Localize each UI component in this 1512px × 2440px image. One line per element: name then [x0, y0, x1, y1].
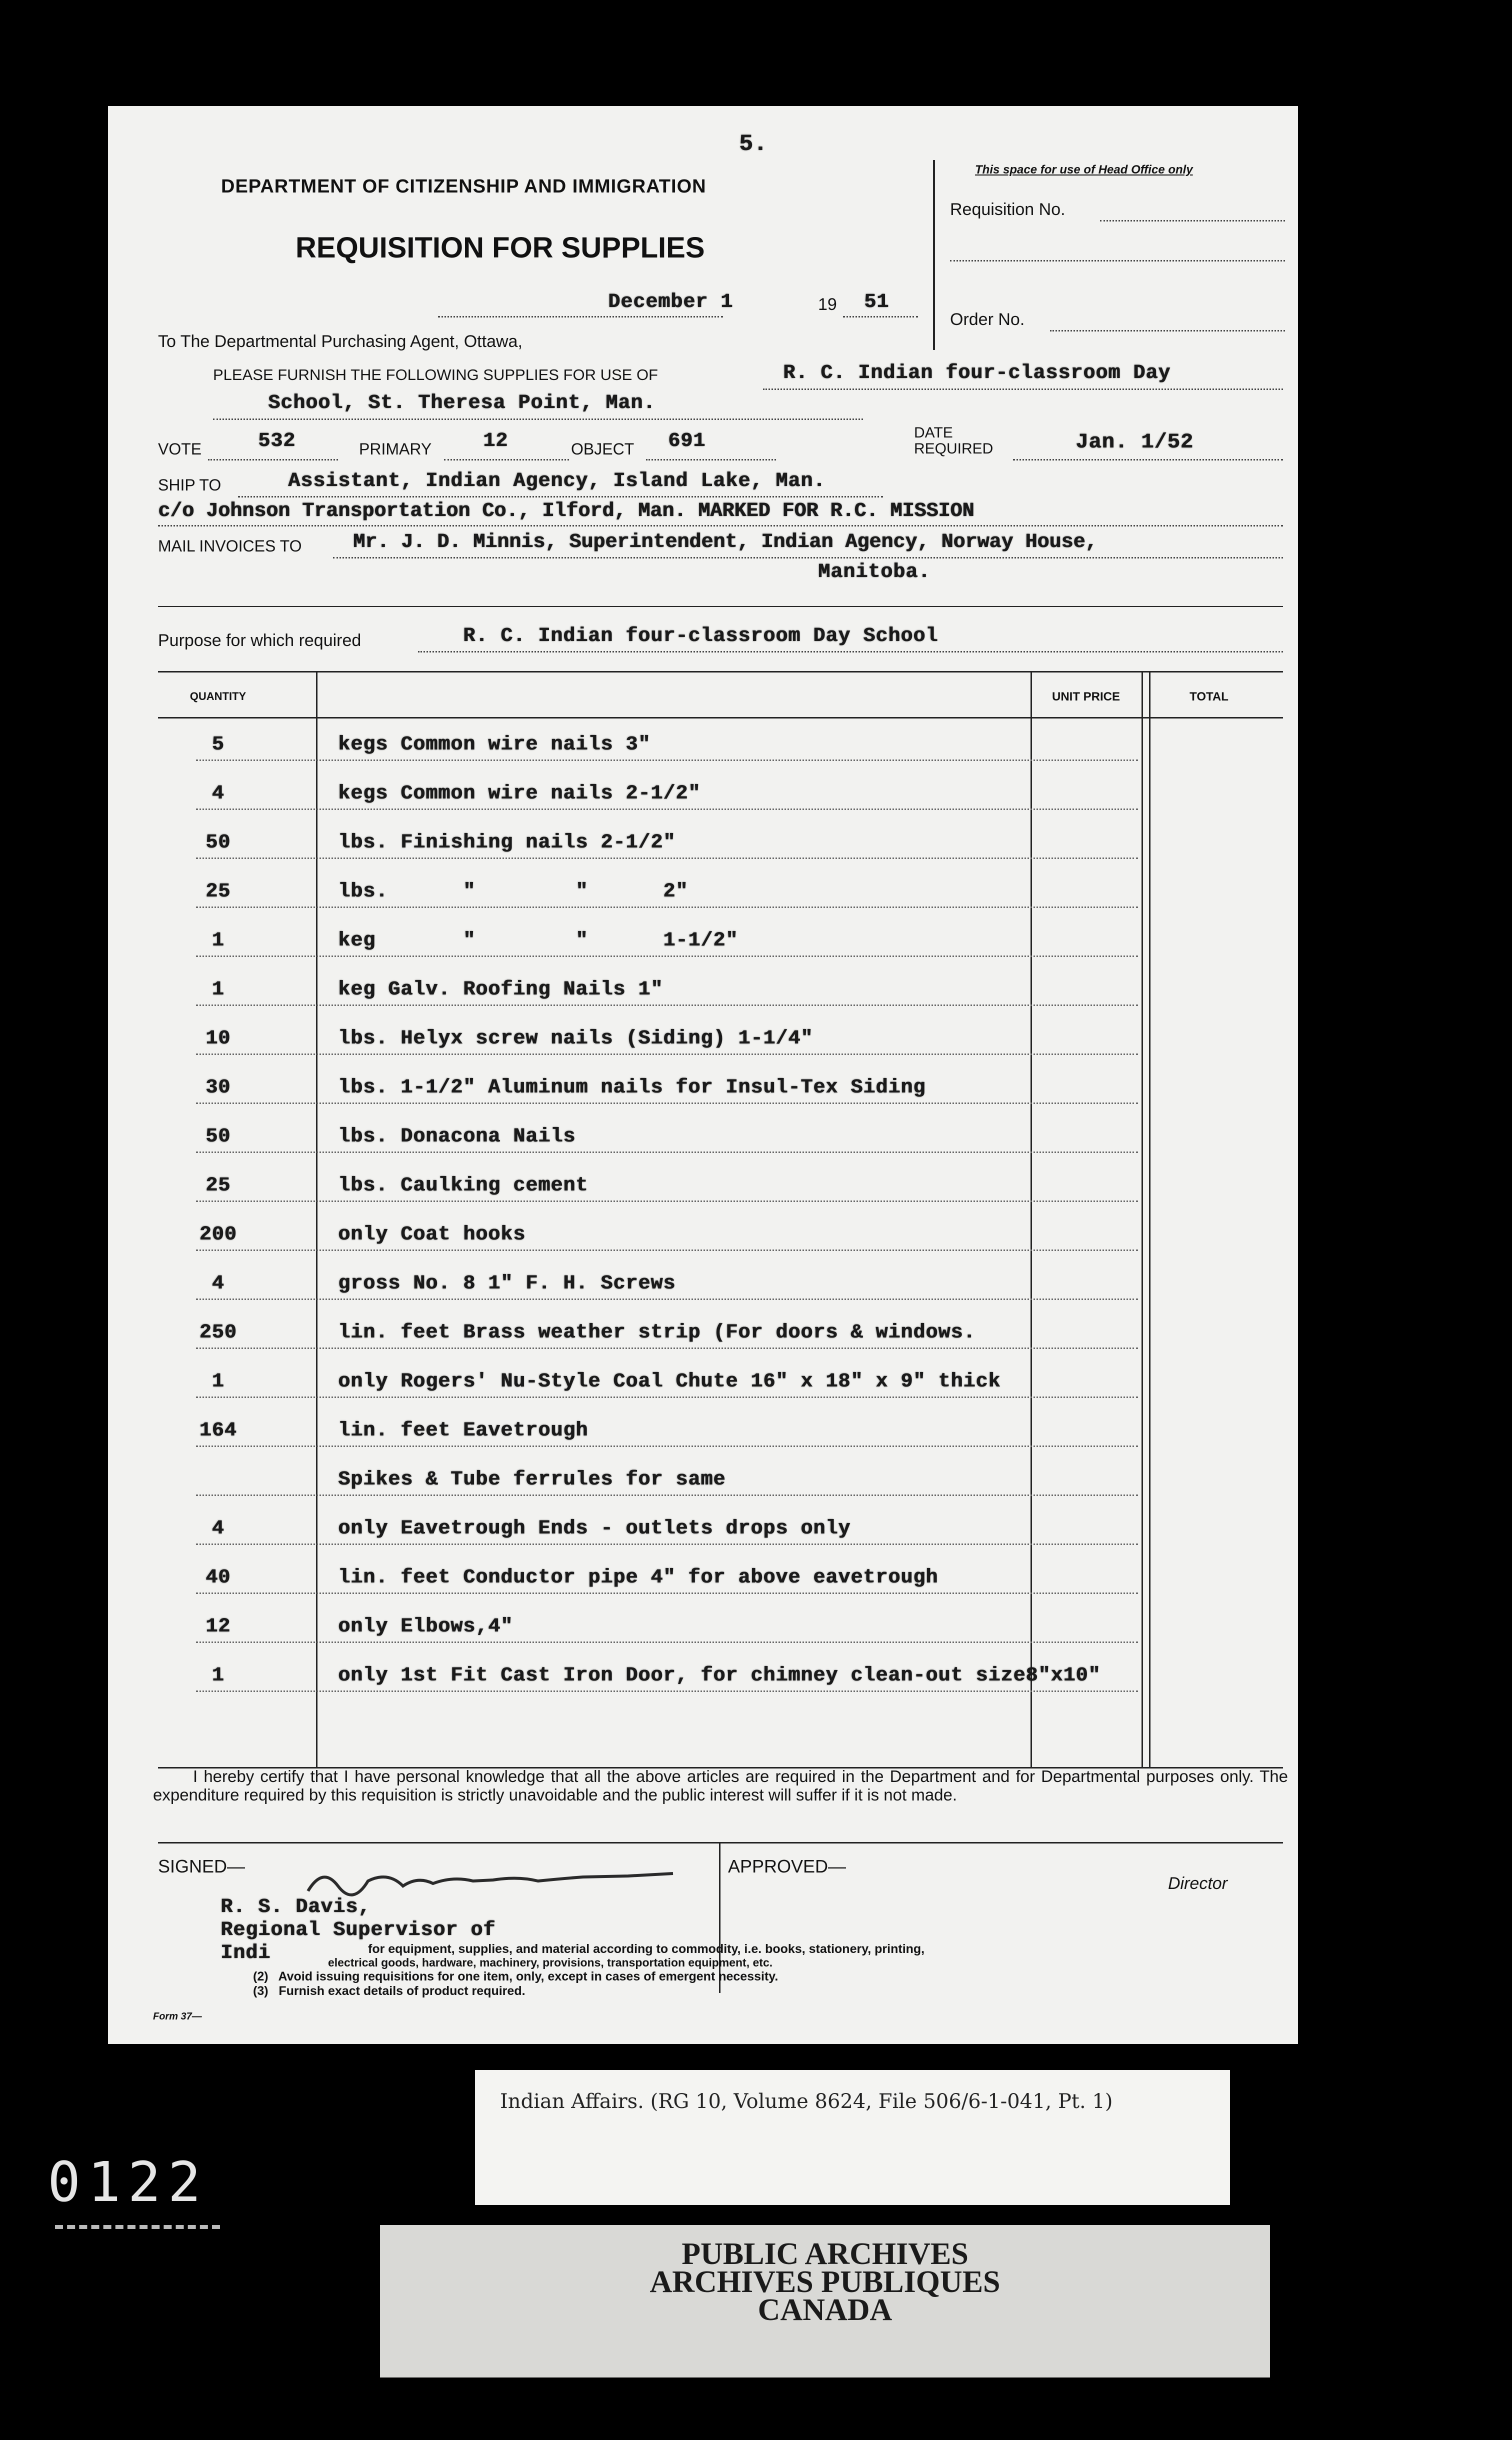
- frame-number: 0122: [48, 2150, 208, 2214]
- row-rule: [196, 1690, 1138, 1692]
- row-rule: [196, 1250, 1138, 1251]
- date-required-label-line1: DATE: [914, 424, 953, 441]
- stamp-line-3: CANADA: [758, 2293, 892, 2327]
- row-rule: [196, 760, 1138, 761]
- quantity-header: QUANTITY: [190, 690, 246, 702]
- row-description: lbs. " " 2": [338, 880, 688, 903]
- form-title: REQUISITION FOR SUPPLIES: [296, 232, 705, 264]
- archive-reference-card: [475, 2070, 1230, 2205]
- row-description: keg Galv. Roofing Nails 1": [338, 978, 664, 1001]
- purpose-value: R. C. Indian four-classroom Day School: [463, 625, 938, 648]
- row-description: only Rogers' Nu-Style Coal Chute 16" x 18" x 9" thick: [338, 1370, 1001, 1393]
- primary-value: 12: [483, 430, 508, 452]
- row-description: lbs. Caulking cement: [338, 1174, 588, 1197]
- row-quantity: 30: [205, 1076, 230, 1099]
- handwritten-signature: [303, 1856, 683, 1901]
- furnish-value-line2: School, St. Theresa Point, Man.: [268, 392, 656, 414]
- row-rule: [196, 1348, 1138, 1349]
- row-rule: [196, 1298, 1138, 1300]
- row-description: kegs Common wire nails 3": [338, 734, 651, 756]
- vote-label: VOTE: [158, 440, 202, 458]
- row-quantity: 25: [205, 1174, 230, 1197]
- row-rule: [196, 858, 1138, 859]
- row-quantity: 164: [199, 1420, 237, 1442]
- head-office-box: [933, 160, 1285, 350]
- object-value: 691: [668, 430, 706, 452]
- row-rule: [196, 1102, 1138, 1104]
- ship-to-label: SHIP TO: [158, 476, 222, 494]
- stamp-line-1: PUBLIC ARCHIVES: [682, 2237, 968, 2271]
- primary-label: PRIMARY: [359, 440, 432, 458]
- date-century: 19: [818, 295, 837, 314]
- mail-invoices-label: MAIL INVOICES TO: [158, 537, 302, 555]
- archive-citation: Indian Affairs. (RG 10, Volume 8624, File 506/6-1-041, Pt. 1): [500, 2090, 1113, 2113]
- row-rule: [196, 956, 1138, 957]
- row-quantity: 12: [205, 1616, 230, 1638]
- date-year: 51: [864, 291, 890, 314]
- row-rule: [196, 1494, 1138, 1496]
- form-number: Form 37—: [153, 2011, 202, 2022]
- signer-title-line1: Regional Supervisor of: [220, 1919, 496, 1942]
- purpose-label: Purpose for which required: [158, 631, 362, 650]
- film-sprocket-marks: [55, 2225, 220, 2239]
- total-header: TOTAL: [1190, 690, 1228, 704]
- note-3: (3) Furnish exact details of product required.: [253, 1984, 526, 1998]
- row-rule: [196, 1642, 1138, 1643]
- date-required-value: Jan. 1/52: [1076, 430, 1194, 454]
- note-1-line2: electrical goods, hardware, machinery, provisions, transportation equipment, etc.: [328, 1956, 773, 1969]
- row-rule: [196, 1054, 1138, 1055]
- row-quantity: 50: [205, 1126, 230, 1148]
- row-rule: [196, 1446, 1138, 1447]
- note-2: (2) Avoid issuing requisitions for one item, only, except in cases of emergent necessity.: [253, 1970, 778, 1984]
- head-office-caption: This space for use of Head Office only: [975, 163, 1193, 176]
- row-quantity: 10: [205, 1028, 230, 1050]
- requisition-number-label: Requisition No.: [950, 200, 1066, 219]
- row-description: only Coat hooks: [338, 1224, 526, 1246]
- row-description: keg " " 1-1/2": [338, 930, 738, 952]
- row-rule: [196, 1592, 1138, 1594]
- date-required-label: [914, 425, 993, 457]
- row-description: gross No. 8 1" F. H. Screws: [338, 1272, 676, 1295]
- furnish-label: PLEASE FURNISH THE FOLLOWING SUPPLIES FOR USE OF: [213, 366, 658, 384]
- ship-to-line2: c/o Johnson Transportation Co., Ilford, Man. MARKED FOR R.C. MISSION: [158, 500, 974, 522]
- row-description: only 1st Fit Cast Iron Door, for chimney clean-out size8"x10": [338, 1664, 1101, 1687]
- object-label: OBJECT: [571, 440, 634, 458]
- row-quantity: 1: [212, 1664, 224, 1687]
- row-quantity: 50: [205, 832, 230, 854]
- certification-text: I hereby certify that I have personal knowledge that all the above articles are required in the Department and for Departmental purposes only. The expenditure required by this requisition is strictly unavoidable and the public interest will suffer if it is not made.: [153, 1767, 1288, 1804]
- row-description: lin. feet Brass weather strip (For doors & windows.: [338, 1322, 976, 1344]
- row-description: only Eavetrough Ends - outlets drops only: [338, 1518, 851, 1540]
- row-description: lin. feet Eavetrough: [338, 1420, 588, 1442]
- mail-invoices-line2: Manitoba.: [818, 561, 931, 584]
- order-number-label: Order No.: [950, 310, 1025, 329]
- vote-value: 532: [258, 430, 296, 452]
- date-month-day: December 1: [608, 291, 734, 314]
- row-rule: [196, 906, 1138, 908]
- page-number: 5.: [739, 131, 768, 157]
- unit-price-header: UNIT PRICE: [1052, 690, 1120, 704]
- row-description: lbs. 1-1/2" Aluminum nails for Insul-Tex Siding: [338, 1076, 926, 1099]
- row-rule: [196, 1152, 1138, 1153]
- department-name: DEPARTMENT OF CITIZENSHIP AND IMMIGRATION: [221, 176, 706, 197]
- note-1-line1: for equipment, supplies, and material according to commodity, i.e. books, stationery, printing,: [368, 1942, 925, 1956]
- row-quantity: 4: [212, 782, 224, 805]
- row-description: lbs. Finishing nails 2-1/2": [338, 832, 676, 854]
- row-quantity: 25: [205, 880, 230, 903]
- ship-to-line1: Assistant, Indian Agency, Island Lake, Man.: [288, 470, 826, 492]
- requisition-form-sheet: [108, 106, 1298, 2044]
- row-quantity: 1: [212, 1370, 224, 1393]
- approved-label: APPROVED—: [728, 1856, 846, 1876]
- row-description: only Elbows,4": [338, 1616, 514, 1638]
- signer-title-line2: Indi: [220, 1942, 271, 1964]
- row-description: kegs Common wire nails 2-1/2": [338, 782, 701, 805]
- row-description: lbs. Donacona Nails: [338, 1126, 576, 1148]
- row-rule: [196, 1004, 1138, 1006]
- row-rule: [196, 1396, 1138, 1398]
- to-line: To The Departmental Purchasing Agent, Ottawa,: [158, 332, 522, 351]
- row-rule: [196, 1544, 1138, 1545]
- director-label: Director: [1168, 1874, 1228, 1893]
- row-quantity: 40: [205, 1566, 230, 1589]
- mail-invoices-line1: Mr. J. D. Minnis, Superintendent, Indian Agency, Norway House,: [353, 531, 1098, 554]
- row-quantity: 1: [212, 978, 224, 1001]
- date-required-label-line2: REQUIRED: [914, 440, 994, 457]
- row-description: Spikes & Tube ferrules for same: [338, 1468, 726, 1491]
- stamp-line-2: ARCHIVES PUBLIQUES: [650, 2265, 1000, 2299]
- row-quantity: 250: [199, 1322, 237, 1344]
- furnish-value-line1: R. C. Indian four-classroom Day: [783, 362, 1171, 384]
- row-quantity: 5: [212, 734, 224, 756]
- signer-name: R. S. Davis,: [220, 1896, 371, 1918]
- row-quantity: 200: [199, 1224, 237, 1246]
- row-description: lbs. Helyx screw nails (Siding) 1-1/4": [338, 1028, 814, 1050]
- public-archives-stamp: [380, 2225, 1270, 2378]
- row-quantity: 4: [212, 1518, 224, 1540]
- row-rule: [196, 1200, 1138, 1202]
- row-description: lin. feet Conductor pipe 4" for above eavetrough: [338, 1566, 938, 1589]
- signed-label: SIGNED—: [158, 1856, 246, 1876]
- row-rule: [196, 808, 1138, 810]
- row-quantity: 4: [212, 1272, 224, 1295]
- row-quantity: 1: [212, 930, 224, 952]
